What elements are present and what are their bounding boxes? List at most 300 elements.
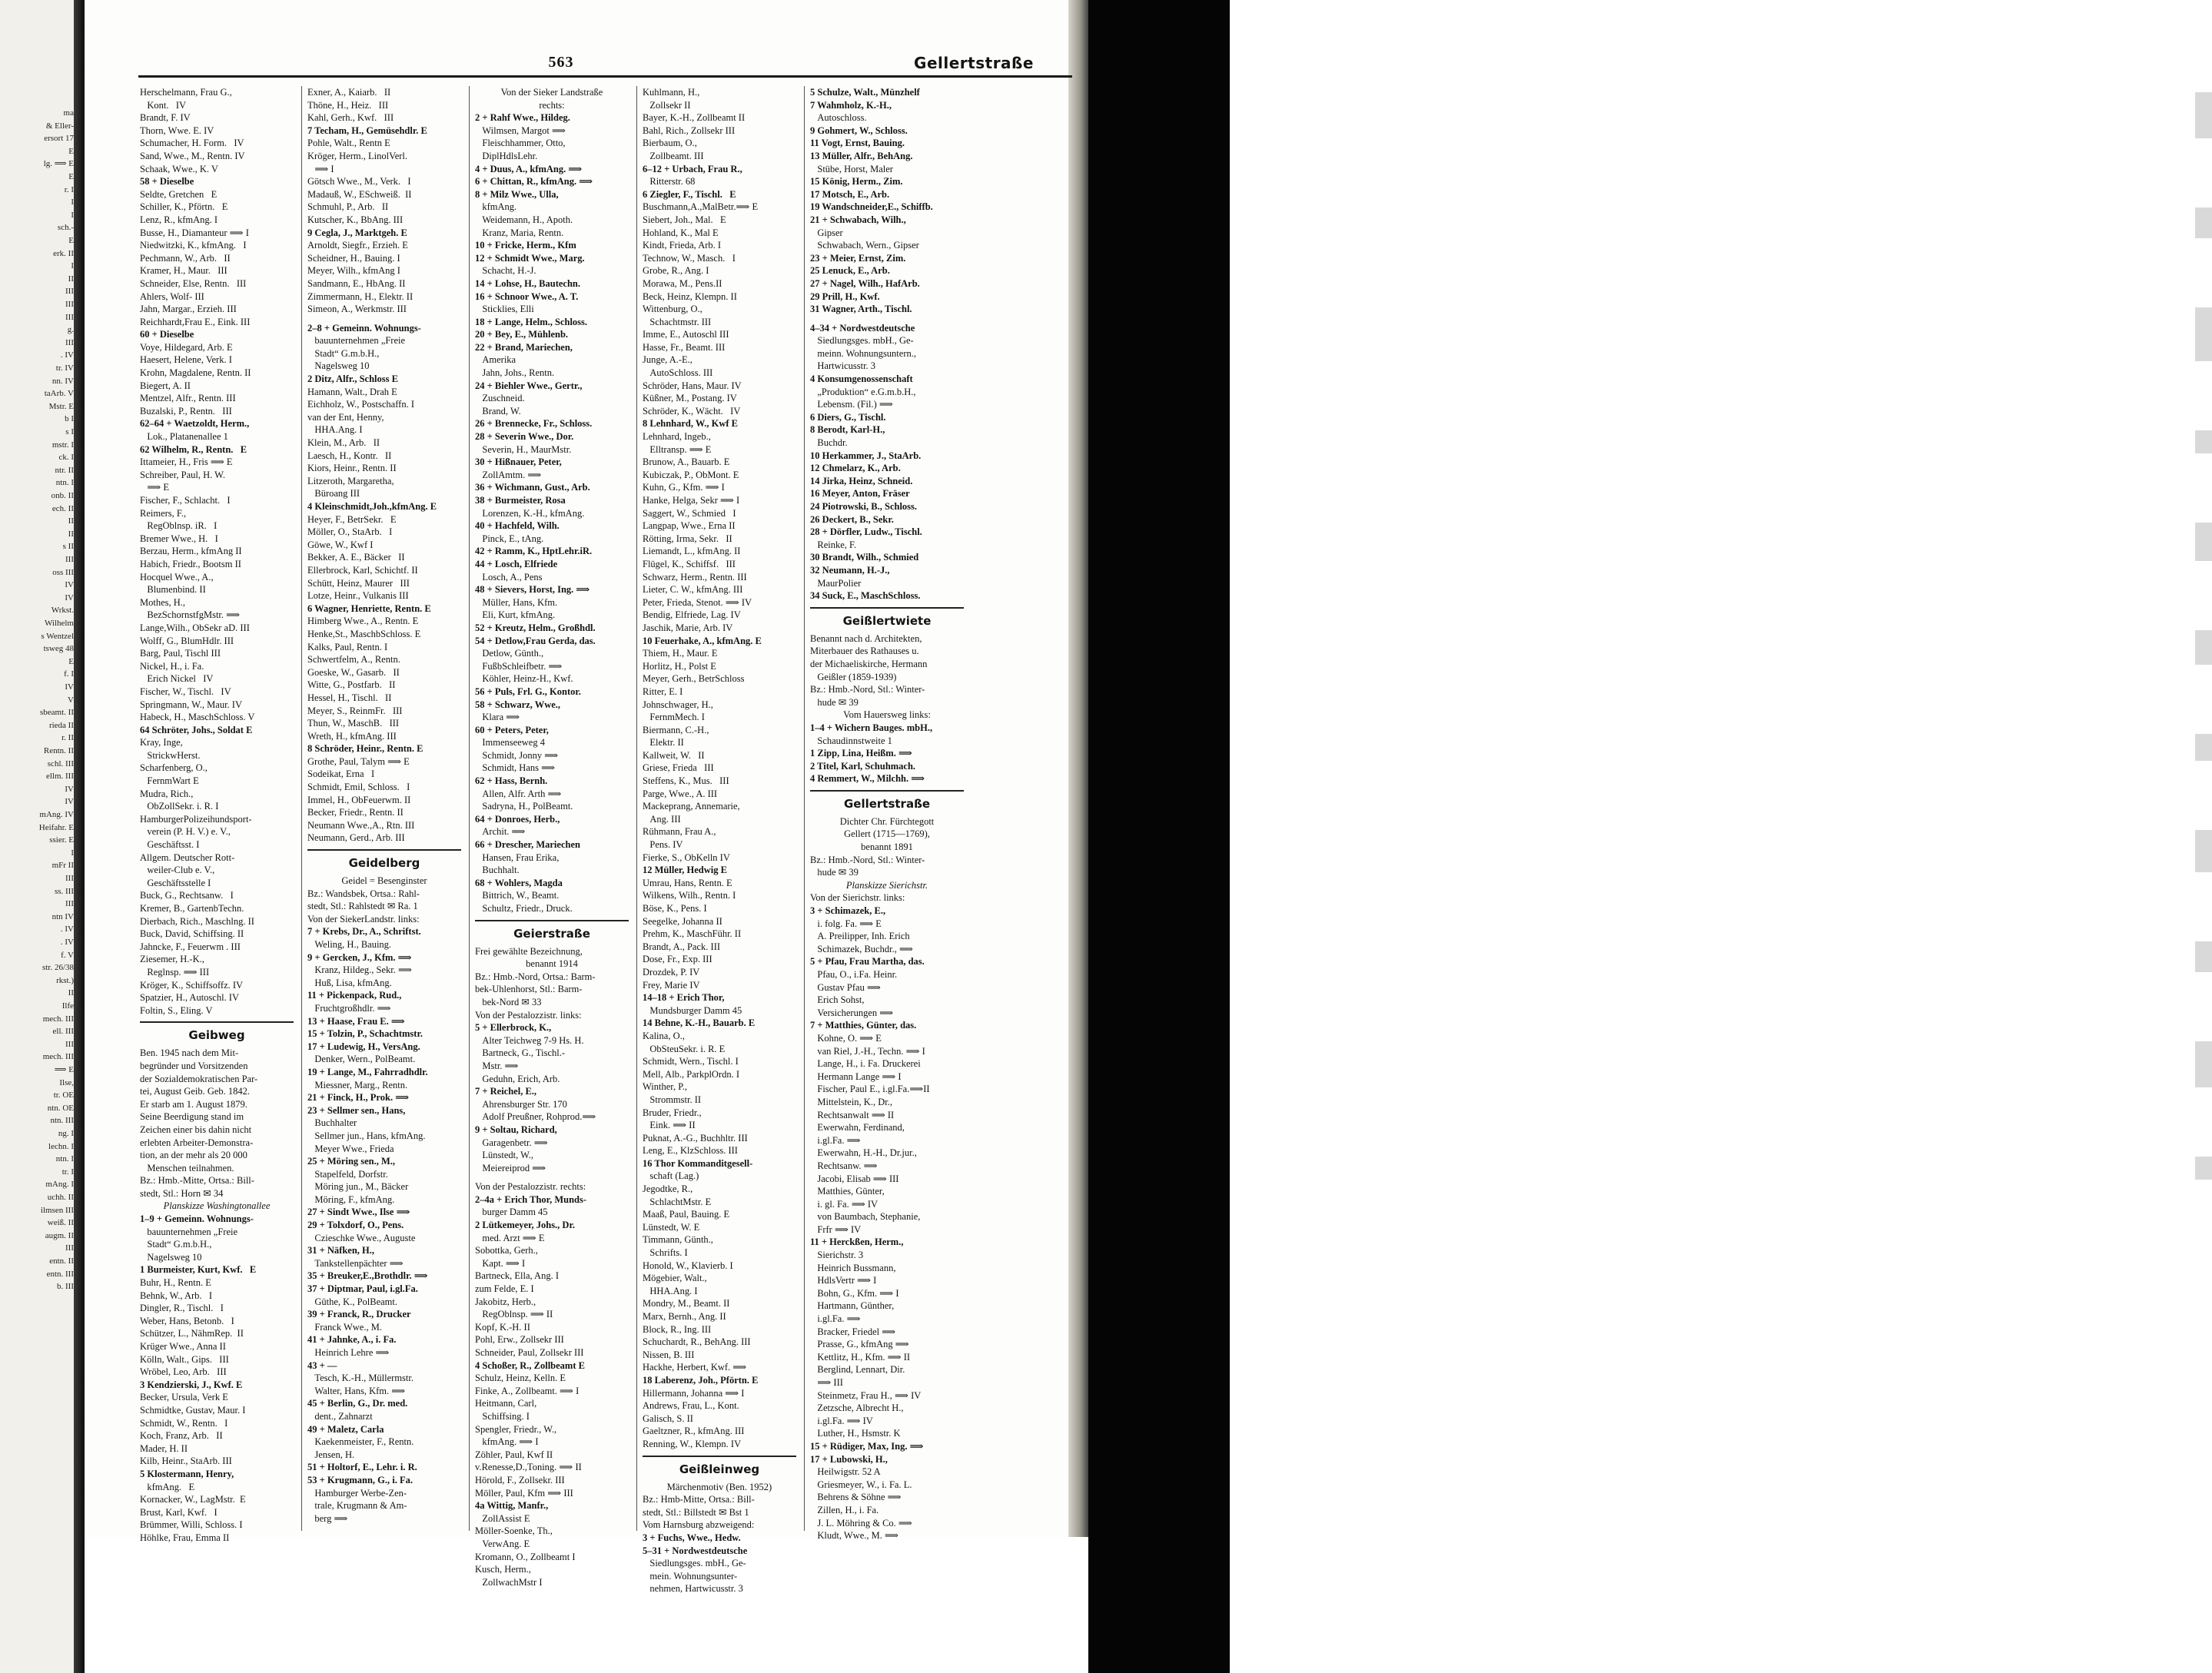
- street-heading: Geierstraße: [475, 920, 629, 942]
- facing-page-fragment: III: [65, 1243, 74, 1253]
- directory-entry: Wittenburg, O.,: [643, 304, 702, 315]
- directory-entry: Zetzsche, Albrecht H.,: [810, 1402, 904, 1414]
- directory-entry: Haesert, Helene, Verk. I: [140, 354, 232, 366]
- directory-entry: Strommstr. II: [643, 1094, 702, 1105]
- directory-entry: stedt, Stl.: Billstedt ✉ Bst 1: [643, 1506, 749, 1518]
- directory-entry: Erich Sohst,: [810, 994, 865, 1006]
- directory-entry: Lenz, R., kfmAng. I: [140, 214, 218, 225]
- directory-entry: Kopf, K.-H. II: [475, 1321, 530, 1333]
- scanner-border: [1088, 0, 1230, 1673]
- directory-entry: Pens. IV: [643, 839, 683, 851]
- directory-entry: Honold, W., Klavierb. I: [643, 1260, 733, 1271]
- house-number-entry: 12 Chmelarz, K., Arb.: [810, 463, 901, 474]
- directory-entry: v.Renesse,D.,Toning. ⟹ II: [475, 1462, 582, 1473]
- directory-entry: schaft (Lag.): [643, 1170, 699, 1182]
- directory-entry: Detlow, Günth.,: [475, 648, 544, 659]
- directory-entry: Buck, G., Rechtsanw. I: [140, 890, 234, 901]
- directory-entry: Becker, Ursula, Verk E: [140, 1392, 228, 1403]
- directory-entry: Kromann, O., Zollbeamt I: [475, 1551, 576, 1562]
- facing-page-fragment: ss. III: [54, 886, 74, 896]
- directory-entry: SchlachtMstr. E: [643, 1196, 712, 1207]
- facing-page-fragment: b. III: [57, 1282, 74, 1292]
- facing-page-fragment: b I: [65, 414, 74, 424]
- directory-entry: Imme, E., Autoschl III: [643, 329, 729, 340]
- directory-entry: Buschmann,A.,MalBetr.⟹ E: [643, 201, 759, 213]
- house-number-entry: 12 + Schmidt Wwe., Marg.: [475, 252, 585, 264]
- facing-page-fragment: lechn. I: [48, 1141, 74, 1151]
- directory-entry: Wilmsen, Margot ⟹: [475, 124, 566, 136]
- directory-entry: Reglnsp. ⟹ III: [140, 966, 210, 978]
- house-number-entry: 17 + Ludewig, H., VersAng.: [307, 1041, 420, 1052]
- directory-entry: Mader, H. II: [140, 1442, 188, 1454]
- directory-entry: Weling, H., Bauing.: [307, 939, 392, 950]
- directory-entry: Von der Sieker Landstraße: [500, 87, 603, 98]
- house-number-entry: 34 Suck, E., MaschSchloss.: [810, 590, 921, 602]
- directory-entry: Rechtsanwalt ⟹ II: [810, 1109, 895, 1120]
- directory-entry: Versicherungen ⟹: [810, 1007, 894, 1018]
- directory-entry: Ziesemer, H.-K.,: [140, 954, 204, 965]
- house-number-entry: 58 + Schwarz, Wwe.,: [475, 699, 561, 710]
- directory-entry: ZollAssist E: [475, 1512, 530, 1524]
- directory-entry: ⟹ E: [140, 482, 170, 493]
- directory-entry: Johnschwager, H.,: [643, 699, 713, 710]
- directory-entry: Losch, A., Pens: [475, 571, 543, 583]
- directory-entry: Dierbach, Rich., Maschlng. II: [140, 915, 254, 927]
- directory-entry: Alter Teichweg 7-9 Hs. H.: [475, 1034, 584, 1046]
- directory-entry: Höhlke, Frau, Emma II: [140, 1532, 230, 1543]
- facing-page-fragment: ntn. OE: [47, 1103, 74, 1113]
- facing-page-fragment: entn. II: [49, 1256, 74, 1266]
- directory-entry: Seegelke, Johanna II: [643, 915, 722, 927]
- directory-entry: Timmann, Günth.,: [643, 1234, 713, 1246]
- directory-entry: Simeon, A., Werkmstr. III: [307, 304, 407, 315]
- directory-entry: Müller, Hans, Kfm.: [475, 596, 558, 608]
- directory-entry: Hansen, Frau Erika,: [475, 851, 560, 863]
- directory-entry: Jaschik, Marie, Arb. IV: [643, 622, 733, 633]
- directory-entry: Flügel, K., Schiffsf. III: [643, 558, 736, 569]
- facing-page-fragment: IV: [65, 682, 74, 692]
- directory-entry: Hermann Lange ⟹ I: [810, 1071, 902, 1082]
- page-number: 563: [548, 54, 574, 71]
- directory-entry: Kilb, Heinr., StaArb. III: [140, 1456, 232, 1467]
- directory-entry: Schmidt, Wern., Tischl. I: [643, 1056, 739, 1067]
- directory-entry: Kutscher, K., BbAng. III: [307, 214, 404, 225]
- house-number-entry: 45 + Berlin, G., Dr. med.: [307, 1398, 408, 1409]
- directory-entry: ⟹ I: [307, 163, 334, 174]
- directory-entry: Madauß, W., ESchweiß. II: [307, 188, 412, 200]
- directory-entry: Göwe, W., Kwf I: [307, 539, 374, 550]
- directory-entry: Berzau, Herm., kfmAng II: [140, 546, 242, 557]
- directory-entry: Ahrensburger Str. 170: [475, 1098, 567, 1110]
- directory-entry: Brümmer, Willi, Schloss. I: [140, 1519, 243, 1531]
- directory-entry: Meyer, Gerh., BetrSchloss: [643, 673, 745, 685]
- house-number-entry: 10 Herkammer, J., StaArb.: [810, 450, 922, 461]
- directory-entry: Scheidner, H., Bauing. I: [307, 252, 400, 264]
- facing-page-fragment: taArb. V: [44, 389, 74, 399]
- facing-page-fragment: III: [65, 899, 74, 909]
- facing-page-fragment: ssier. E: [49, 835, 74, 845]
- facing-page-fragment: mech. III: [42, 1052, 74, 1062]
- directory-entry: Kaekenmeister, F., Rentn.: [307, 1436, 414, 1448]
- directory-entry: kfmAng. ⟹ I: [475, 1436, 539, 1448]
- house-number-entry: 14 + Lohse, H., Bautechn.: [475, 277, 580, 289]
- directory-entry: von Baumbach, Stephanie,: [810, 1211, 921, 1223]
- directory-entry: Barg, Paul, Tischl III: [140, 648, 221, 659]
- house-number-entry: 30 Brandt, Wilh., Schmied: [810, 552, 919, 563]
- facing-page-fragment: I: [71, 848, 74, 858]
- directory-entry: Umrau, Hans, Rentn. E: [643, 877, 732, 888]
- directory-entry: Meyer, S., ReinmFr. III: [307, 705, 403, 716]
- facing-page-fragment: II: [68, 516, 74, 526]
- directory-entry: Böse, K., Pens. I: [643, 903, 707, 914]
- directory-entry: trale, Krugmann & Am-: [307, 1500, 407, 1512]
- directory-entry: Jahn, Margar., Erzieh. III: [140, 304, 237, 315]
- directory-entry: Elektr. II: [643, 737, 684, 749]
- facing-page-fragment: Wrkst.: [51, 606, 74, 616]
- directory-entry: Behrens & Söhne ⟹: [810, 1492, 902, 1503]
- directory-entry: Hartmann, Günther,: [810, 1300, 895, 1312]
- directory-entry: dent., Zahnarzt: [307, 1410, 373, 1422]
- directory-entry: benannt 1891: [861, 841, 913, 853]
- facing-page-fragment: nn. IV: [51, 376, 74, 386]
- directory-entry: Schröder, Hans, Maur. IV: [643, 380, 742, 391]
- house-number-entry: 14 Jirka, Heinz, Schneid.: [810, 475, 913, 486]
- directory-entry: Jegodtke, R.,: [643, 1183, 693, 1195]
- directory-entry: Lok., Platanenallee 1: [140, 431, 228, 443]
- facing-page-fragment: III: [65, 337, 74, 347]
- directory-entry: Von der Pestalozzistr. links:: [475, 1009, 582, 1021]
- directory-entry: Lorenzen, K.-H., kfmAng.: [475, 507, 585, 519]
- directory-entry: Kölln, Walt., Gips. III: [140, 1353, 229, 1365]
- directory-entry: Busse, H., Diamanteur ⟹ I: [140, 227, 249, 238]
- house-number-entry: 4–34 + Nordwestdeutsche: [810, 322, 915, 334]
- house-number-entry: 22 + Brand, Mariechen,: [475, 341, 573, 353]
- directory-entry: Spatzier, H., Autoschl. IV: [140, 992, 239, 1004]
- directory-entry: Zuschneid.: [475, 393, 525, 404]
- directory-entry: Bz.: Wandsbek, Ortsa.: Rahl-: [307, 888, 420, 899]
- house-number-entry: 19 + Lange, M., Fahrradhdlr.: [307, 1066, 428, 1077]
- directory-entry: Buchdr.: [810, 437, 848, 449]
- house-number-entry: 5 + Pfau, Frau Martha, das.: [810, 956, 925, 968]
- directory-entry: Garagenbetr. ⟹: [475, 1137, 548, 1148]
- directory-entry: med. Arzt ⟹ E: [475, 1232, 545, 1243]
- facing-page-fragment: I: [71, 261, 74, 271]
- facing-page-fragment: ck. I: [58, 453, 74, 463]
- directory-entry: Dose, Fr., Exp. III: [643, 954, 712, 965]
- house-number-entry: 1–9 + Gemeinn. Wohnungs-: [140, 1213, 254, 1225]
- directory-entry: Von der SiekerLandstr. links:: [307, 913, 420, 924]
- directory-entry: „Produktion“ e.G.m.b.H.,: [810, 386, 916, 397]
- directory-entry: Heinrich Lehre ⟹: [307, 1347, 390, 1358]
- house-number-entry: 23 + Meier, Ernst, Zim.: [810, 252, 906, 264]
- facing-page-fragment: s I: [65, 427, 74, 437]
- directory-entry: Bendig, Elfriede, Lag. IV: [643, 609, 741, 621]
- directory-entry: Marx, Bernh., Ang. II: [643, 1311, 726, 1322]
- directory-entry: Nissen, B. III: [643, 1349, 695, 1360]
- directory-entry: Möller, Paul, Kfm ⟹ III: [475, 1487, 573, 1499]
- directory-entry: Reimers, F.,: [140, 507, 187, 519]
- directory-entry: Krohn, Magdalene, Rentn. II: [140, 367, 251, 379]
- directory-entry: Kusch, Herm.,: [475, 1564, 531, 1575]
- directory-entry: Weidemann, H., Apoth.: [475, 214, 573, 225]
- house-number-entry: 25 + Möring sen., M.,: [307, 1156, 396, 1167]
- directory-entry: Immel, H., ObFeuerwm. II: [307, 794, 411, 805]
- house-number-entry: 48 + Sievers, Horst, Ing. ⟹: [475, 584, 590, 596]
- directory-entry: Lange, H., i. Fa. Druckerei: [810, 1058, 921, 1070]
- directory-entry: Bekker, A. E., Bäcker II: [307, 552, 405, 563]
- house-number-entry: 15 + Tolzin, P., Schachtmstr.: [307, 1028, 423, 1040]
- directory-entry: Mundsburger Damm 45: [643, 1004, 742, 1016]
- directory-entry: Sobottka, Gerh.,: [475, 1245, 538, 1256]
- facing-page-fragment: IV: [65, 593, 74, 602]
- directory-entry: Eichholz, W., Postschaffn. I: [307, 399, 414, 410]
- directory-entry: Becker, Friedr., Rentn. II: [307, 807, 404, 818]
- directory-entry: Block, R., Ing. III: [643, 1323, 712, 1335]
- house-number-entry: 4 Schoßer, R., Zollbeamt E: [475, 1359, 585, 1371]
- house-number-entry: 58 + Dieselbe: [140, 176, 194, 188]
- directory-entry: Leng, E., KlzSchloss. III: [643, 1145, 738, 1157]
- house-number-entry: 3 Kendzierski, J., Kwf. E: [140, 1379, 243, 1390]
- directory-entry: Adolf Preußner, Rohprod.⟹: [475, 1111, 596, 1123]
- directory-entry: Kapt. ⟹ I: [475, 1257, 526, 1269]
- facing-page-fragment: oss III: [52, 567, 74, 577]
- facing-page-fragment: III: [65, 1039, 74, 1049]
- house-number-entry: 15 König, Herm., Zim.: [810, 176, 903, 188]
- directory-entry: Sticklies, Elli: [475, 304, 534, 315]
- directory-entry: Bracker, Friedel ⟹: [810, 1326, 896, 1337]
- house-number-entry: 28 + Dörfler, Ludw., Tischl.: [810, 526, 922, 538]
- directory-entry: Foltin, S., Eling. V: [140, 1004, 213, 1016]
- directory-entry: Weber, Hans, Betonb. I: [140, 1315, 234, 1326]
- house-number-entry: 7 Wahmholz, K.-H.,: [810, 99, 892, 111]
- directory-entry: ZollAmtm. ⟹: [475, 469, 542, 480]
- house-number-entry: 4 + Duus, A., kfmAng. ⟹: [475, 163, 583, 174]
- house-number-entry: 26 + Brennecke, Fr., Schloss.: [475, 418, 593, 430]
- directory-entry: Zollbeamt. III: [643, 150, 704, 161]
- spacer: [475, 1174, 629, 1180]
- directory-entry: Kuhlmann, H.,: [643, 87, 700, 98]
- facing-page-fragment: Heifahr. E: [38, 822, 74, 832]
- house-number-entry: 40 + Hachfeld, Wilh.: [475, 520, 560, 532]
- directory-entry: stedt, Stl.: Horn ✉ 34: [140, 1187, 224, 1199]
- directory-entry: Winther, P.,: [643, 1081, 688, 1093]
- directory-entry: Eli, Kurt, kfmAng.: [475, 609, 556, 621]
- house-number-entry: 36 + Wichmann, Gust., Arb.: [475, 482, 590, 493]
- directory-entry: Voye, Hildegard, Arb. E: [140, 341, 233, 353]
- facing-page-fragment: r. II: [61, 733, 74, 743]
- directory-entry: erlebten Arbeiter-Demonstra-: [140, 1137, 254, 1148]
- column-divider: [301, 86, 302, 1531]
- street-heading: Geidelberg: [307, 849, 461, 871]
- directory-entry: Meiereiprod ⟹: [475, 1162, 546, 1173]
- house-number-entry: 17 + Lubowski, H.,: [810, 1453, 888, 1465]
- house-number-entry: 60 + Dieselbe: [140, 329, 194, 340]
- facing-page-fragment: III: [65, 287, 74, 297]
- house-number-entry: 31 + Näfken, H.,: [307, 1245, 374, 1256]
- directory-entry: Kettlitz, H., Kfm. ⟹ II: [810, 1351, 911, 1363]
- directory-entry: Hasse, Fr., Beamt. III: [643, 341, 726, 353]
- house-number-entry: 66 + Drescher, Mariechen: [475, 839, 580, 851]
- house-number-entry: 21 + Schwabach, Wilh.,: [810, 214, 906, 225]
- directory-entry: Sodeikat, Erna I: [307, 768, 375, 780]
- house-number-entry: 10 Feuerhake, A., kfmAng. E: [643, 635, 762, 646]
- column-2: [307, 86, 461, 1531]
- house-number-entry: 8 Lehnhard, W., Kwf E: [643, 418, 738, 430]
- facing-page-fragment: augm. II: [45, 1230, 74, 1240]
- house-number-entry: 52 + Kreutz, Helm., Großhdl.: [475, 622, 596, 633]
- facing-page-fragment: entn. III: [46, 1269, 74, 1279]
- facing-page-fragment: mAng. IV: [39, 810, 74, 819]
- house-number-entry: 62 Wilhelm, R., Rentn. E: [140, 443, 247, 455]
- directory-entry: Sellmer jun., Hans, kfmAng.: [307, 1130, 426, 1141]
- directory-entry: Siebert, Joh., Mal. E: [643, 214, 726, 225]
- house-number-entry: 44 + Losch, Elfriede: [475, 558, 558, 569]
- house-number-entry: 7 + Matthies, Günter, das.: [810, 1020, 917, 1031]
- directory-entry: Geduhn, Erich, Arb.: [475, 1073, 560, 1084]
- directory-entry: Kray, Inge,: [140, 737, 183, 749]
- facing-page-fragment: ntn. I: [55, 1154, 74, 1164]
- directory-entry: Andrews, Frau, L., Kont.: [643, 1400, 739, 1412]
- directory-entry: Miessner, Marg., Rentn.: [307, 1079, 408, 1090]
- directory-entry: Schwabach, Wern., Gipser: [810, 240, 919, 251]
- directory-entry: Brandt, A., Pack. III: [643, 941, 721, 952]
- facing-page-fragment: . IV: [60, 924, 74, 934]
- house-number-entry: 23 + Sellmer sen., Hans,: [307, 1104, 406, 1116]
- directory-entry: Heitmann, Carl,: [475, 1398, 537, 1409]
- directory-entry: Schreiber, Paul, H. W.: [140, 469, 225, 480]
- directory-entry: Schultz, Friedr., Druck.: [475, 903, 573, 914]
- directory-entry: weiler-Club e. V.,: [140, 865, 215, 876]
- directory-entry: HHA.Ang. I: [643, 1285, 698, 1296]
- directory-entry: Fischer, Paul E., i.gl.Fa.⟹II: [810, 1084, 930, 1095]
- column-divider: [469, 86, 470, 1531]
- directory-entry: Pohle, Walt., Rentn E: [307, 138, 390, 149]
- directory-entry: Jahncke, F., Feuerwm . III: [140, 941, 241, 952]
- house-number-entry: 9 + Soltau, Richard,: [475, 1124, 557, 1135]
- directory-entry: Hamann, Walt., Drah E: [307, 386, 397, 397]
- directory-entry: Bohn, G., Kfm. ⟹ I: [810, 1287, 899, 1299]
- street-heading: Geibweg: [140, 1021, 294, 1044]
- directory-entry: Meyer, Wilh., kfmAng I: [307, 265, 400, 277]
- directory-entry: Grobe, R., Ang. I: [643, 265, 709, 277]
- directory-entry: Frei gewählte Bezeichnung,: [475, 945, 583, 957]
- facing-page-fragment: E: [68, 172, 74, 181]
- directory-entry: Behnk, W., Arb. I: [140, 1290, 213, 1301]
- facing-page-fragment: III: [65, 555, 74, 564]
- facing-page-fragment: ellm. III: [45, 772, 74, 782]
- directory-entry: tei, August Geib. Geb. 1842.: [140, 1086, 251, 1097]
- directory-entry: Kornacker, W., LagMstr. E: [140, 1494, 246, 1505]
- facing-page-fragment: ntn IV: [51, 911, 74, 921]
- directory-entry: Jahn, Johs., Rentn.: [475, 367, 555, 379]
- directory-entry: Vom Harnsburg abzweigend:: [643, 1519, 755, 1531]
- directory-entry: bek-Nord ✉ 33: [475, 996, 542, 1007]
- directory-entry: FernmMech. I: [643, 712, 705, 723]
- directory-entry: Steffens, K., Mus. III: [643, 775, 729, 787]
- facing-page-fragment: Mstr. E: [48, 401, 74, 411]
- directory-entry: Seine Beerdigung stand im: [140, 1111, 244, 1123]
- house-number-entry: 6 Ziegler, F., Tischl. E: [643, 188, 736, 200]
- directory-entry: Wröbel, Leo, Arb. III: [140, 1366, 227, 1378]
- directory-entry: Hillermann, Johanna ⟹ I: [643, 1387, 745, 1399]
- facing-page-fragment: ntn. I: [55, 478, 74, 488]
- directory-entry: Bierbaum, O.,: [643, 138, 697, 149]
- house-number-entry: 32 Neumann, H.-J.,: [810, 564, 890, 576]
- directory-entry: ObZollSekr. i. R. I: [140, 801, 219, 812]
- facing-page-fragment: ntr. II: [55, 465, 74, 475]
- directory-entry: Springmann, W., Maur. IV: [140, 699, 242, 710]
- directory-entry: Himberg Wwe., A., Rentn. E: [307, 616, 419, 627]
- directory-entry: Kalks, Paul, Rentn. I: [307, 641, 388, 652]
- directory-entry: kfmAng. E: [140, 1481, 195, 1492]
- house-number-entry: 39 + Franck, R., Drucker: [307, 1309, 411, 1320]
- running-head: Gellertstraße: [914, 54, 1034, 72]
- directory-entry: Siedlungsges. mbH., Ge-: [810, 335, 914, 347]
- directory-entry: Er starb am 1. August 1879.: [140, 1098, 247, 1110]
- directory-entry: mein. Wohnungsunter-: [643, 1570, 738, 1582]
- directory-entry: Fischer, F., Schlacht. I: [140, 495, 231, 506]
- facing-page-fragment: tsweg 48: [43, 644, 74, 654]
- directory-entry: Grothe, Paul, Talym ⟹ E: [307, 755, 410, 767]
- directory-entry: Bahl, Rich., Zollsekr III: [643, 124, 736, 136]
- directory-entry: Buchhalter: [307, 1117, 357, 1129]
- directory-entry: i.gl.Fa. ⟹: [810, 1313, 861, 1325]
- directory-entry: BezSchornstfgMstr. ⟹: [140, 609, 241, 621]
- house-number-entry: 29 Prill, H., Kwf.: [810, 290, 880, 302]
- house-number-entry: 25 Lenuck, E., Arb.: [810, 265, 890, 277]
- directory-entry: Ittameier, H., Fris ⟹ E: [140, 456, 233, 468]
- facing-page-fragment: ng. I: [58, 1129, 74, 1138]
- facing-page-fragment: IV: [65, 784, 74, 794]
- facing-page-fragment: Ilfe: [61, 1001, 74, 1011]
- house-number-entry: 5 + Ellerbrock, K.,: [475, 1022, 552, 1034]
- facing-page-fragment: ell. III: [52, 1027, 74, 1037]
- directory-entry: Bremer Wwe., H. I: [140, 533, 218, 544]
- directory-entry: Wolff, G., BlumHdlr. III: [140, 635, 234, 646]
- directory-entry: Schwarz, Herm., Rentn. III: [643, 571, 747, 583]
- directory-entry: Lünstedt, W.,: [475, 1150, 534, 1161]
- directory-entry: Frey, Marie IV: [643, 979, 700, 991]
- directory-entry: Hohland, K., Mal E: [643, 227, 719, 238]
- house-number-entry: 8 Schröder, Heinr., Rentn. E: [307, 743, 423, 755]
- directory-entry: Gipser: [810, 227, 843, 238]
- directory-entry: Koch, Franz, Arb. II: [140, 1430, 223, 1442]
- house-number-entry: 27 + Nagel, Wilh., HafArb.: [810, 277, 920, 289]
- house-number-entry: 8 + Milz Wwe., Ulla,: [475, 188, 559, 200]
- facing-page-fragment: mech. III: [42, 1014, 74, 1024]
- directory-entry: Immenseeweg 4: [475, 737, 545, 749]
- directory-entry: Griese, Frieda III: [643, 762, 714, 774]
- directory-entry: Biegert, A. II: [140, 380, 191, 391]
- directory-entry: StrickwHerst.: [140, 749, 201, 761]
- directory-entry: Puknat, A.-G., Buchhltr. III: [643, 1132, 748, 1144]
- house-number-entry: 4a Wittig, Manfr.,: [475, 1500, 549, 1512]
- directory-entry: Miterbauer des Rathauses u.: [810, 646, 919, 657]
- column-divider: [804, 86, 805, 1531]
- directory-entry: ZollwachMstr I: [475, 1576, 543, 1588]
- directory-entry: Geschäftsstelle I: [140, 877, 211, 888]
- directory-entry: bauunternehmen „Freie: [307, 335, 406, 347]
- house-number-entry: 30 + Hißnauer, Peter,: [475, 456, 562, 468]
- directory-entry: Stapelfeld, Dorfstr.: [307, 1168, 388, 1180]
- directory-entry: Thiem, H., Maur. E: [643, 648, 718, 659]
- directory-entry: Gellert (1715—1769),: [844, 828, 930, 840]
- directory-entry: Blumenbind. II: [140, 584, 206, 596]
- directory-entry: Buck, David, Schiffsing. II: [140, 928, 244, 940]
- directory-entry: HHA.Ang. I: [307, 424, 363, 436]
- facing-page-fragment: IV: [65, 580, 74, 590]
- directory-entry: Kahl, Gerh., Kwf. III: [307, 112, 394, 124]
